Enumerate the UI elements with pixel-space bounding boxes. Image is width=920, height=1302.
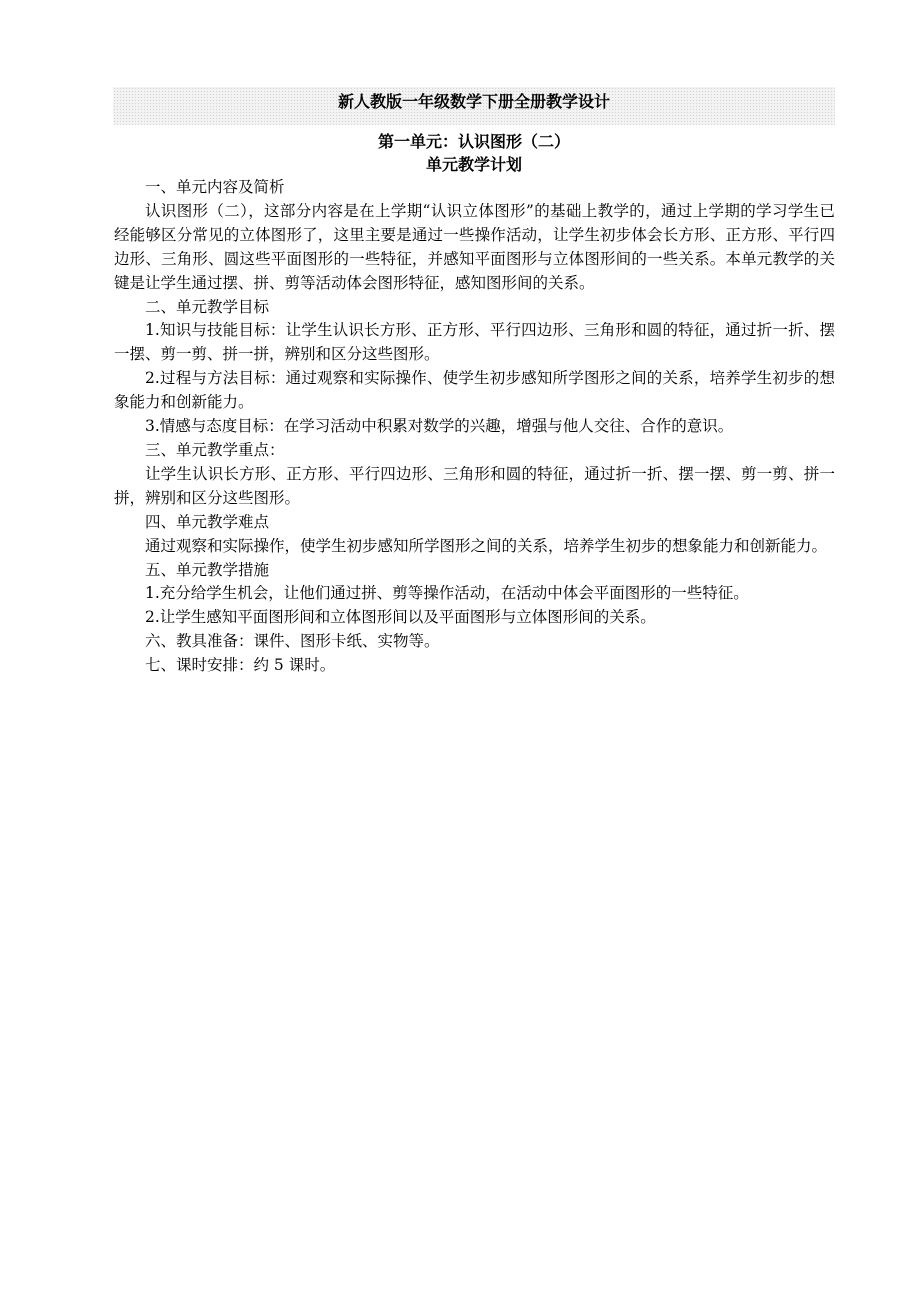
paragraph: 2.过程与方法目标：通过观察和实际操作、使学生初步感知所学图形之间的关系，培养学生初步的想象能力和创新能力。 <box>114 369 835 412</box>
paragraph: 认识图形（二），这部分内容是在上学期“认识立体图形”的基础上教学的，通过上学期的学习学生已经能够区分常见的立体图形了，这里主要是通过一些操作活动，让学生初步体会长方形、正方形、平行四边形、三角形、圆这些平面图形的一些特征，并感知平面图形与立体图形间的一些关系。本单元教学的关键是让学生通过摆、拼、剪等活动体会图形特征，感知图形间的关系。 <box>114 201 835 292</box>
unit-title: 第一单元：认识图形（二） <box>377 132 570 151</box>
plan-title: 单元教学计划 <box>425 155 522 174</box>
section-heading-measures: 五、单元教学措施 <box>145 560 270 579</box>
section-heading-teaching-aids: 六、教具准备：课件、图形卡纸、实物等。 <box>145 632 440 651</box>
section-heading-content-analysis: 一、单元内容及简析 <box>145 178 285 196</box>
section-heading-key-points: 三、单元教学重点： <box>145 440 285 459</box>
paragraph: 2.让学生感知平面图形间和立体图形间以及平面图形与立体图形间的关系。 <box>145 608 656 627</box>
document-title: 新人教版一年级数学下册全册教学设计 <box>337 92 610 111</box>
document-body <box>114 176 835 678</box>
section-heading-difficulties: 四、单元教学难点 <box>145 512 270 531</box>
paragraph: 1.充分给学生机会，让他们通过拼、剪等操作活动，在活动中体会平面图形的一些特征。 <box>145 584 749 603</box>
section-heading-teaching-goals: 二、单元教学目标 <box>145 297 270 316</box>
section-heading-schedule: 七、课时安排：约 5 课时。 <box>145 656 336 675</box>
paragraph: 3.情感与态度目标：在学习活动中积累对数学的兴趣，增强与他人交往、合作的意识。 <box>145 417 734 436</box>
paragraph: 1.知识与技能目标：让学生认识长方形、正方形、平行四边形、三角形和圆的特征，通过折一折、摆一摆、剪一剪、拼一拼，辨别和区分这些图形。 <box>114 321 835 364</box>
paragraph: 通过观察和实际操作，使学生初步感知所学图形之间的关系，培养学生初步的想象能力和创新能力。 <box>145 536 828 555</box>
paragraph: 让学生认识长方形、正方形、平行四边形、三角形和圆的特征，通过折一折、摆一摆、剪一剪、拼一拼，辨别和区分这些图形。 <box>114 464 835 507</box>
